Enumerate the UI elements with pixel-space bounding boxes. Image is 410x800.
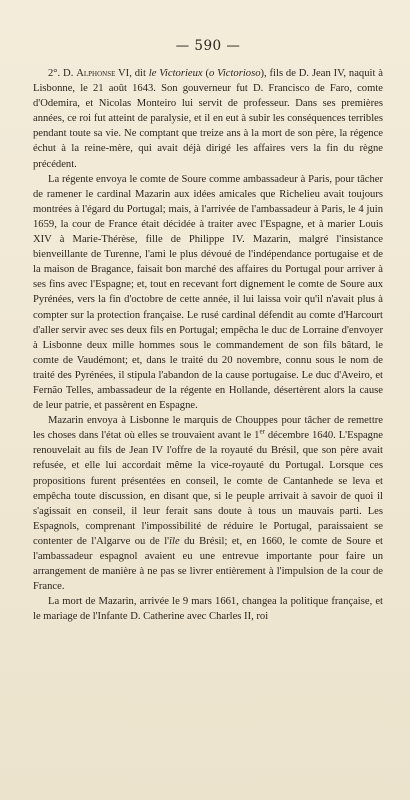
epithet-french: le Victorieux [148, 68, 203, 79]
island-word: île [169, 535, 180, 547]
paragraph-3-text-a: Mazarin envoya à Lisbonne le marquis de Chouppes pour tâcher de remettre les choses dans l'état où elles se trouvaient avant le 1 [33, 415, 383, 442]
paragraph-3 [33, 413, 383, 594]
paragraph-1-lead: 2°. D. [48, 68, 77, 79]
page-number: — 590 — [175, 38, 241, 54]
paragraph-3-text-c: du Brésil; et, en 1660, le comte de Soure et l'ambassadeur espagnol avaient eu une entrevue importante pour faire un arrangement de manière à ne pas se livrer entièrement à l'impulsion de la cour de France. [33, 535, 383, 593]
paragraph-1 [33, 66, 383, 172]
paragraph-3-text-b: décembre 1640. L'Espagne renouvelait au fils de Jean IV l'offre de la royauté du Brésil, que son père avait refusée, et elle lui accordait même la vice-royauté du Portugal. Lorsque ces propositions furent présentées en conseil, le comte de Cantanhede se leva et empêcha toute discussion, en disant que, si le peuple arrivait à savoir de quoi il s'agissait en conseil, il leur ferait sans doute à tous un mauvais parti. Les Espagnols, comprenant l'impossibilité de réduire le Portugal, paraissaient se contenter de l'Algarve ou de l' [33, 430, 383, 547]
paragraph-1-text-a: , dit [129, 68, 149, 79]
paragraph-1-text-c: ), fils de D. Jean IV, naquit à Lisbonne, le 21 août 1643. Son gouverneur fut D. Francisco de Faro, comte d'Odemira, et Nicolas Monteiro lui servit de professeur. Dans ses premières années, ce roi fut atteint de paralysie, et il en eut à subir les conséquences terribles pendant toute sa vie. Ne comptant que treize ans à la mort de son père, la régence échut à la reine-mère, qui avait déjà dirigé les affaires vers la fin du règne précédent. [33, 68, 383, 170]
paragraph-4: La mort de Mazarin, arrivée le 9 mars 1661, changea la politique française, et le mariage de l'Infante D. Catherine avec Charles II, roi [33, 596, 383, 623]
king-name: Alphonse VI [76, 68, 130, 79]
ordinal-superscript: er [259, 427, 265, 436]
paragraph-2: La régente envoya le comte de Soure comme ambassadeur à Paris, pour tâcher de ramener le cardinal Mazarin aux idées amicales que Richelieu avait toujours montrées à l'égard du Portugal; mais, à l'arrivée de l'ambassadeur à Paris, le 4 juin 1659, la cour de France était décidée à traiter avec l'Espagne, et à marier Louis XIV à Marie-Thérèse, fille de Philippe IV. Mazarin, malgré l'insistance bienveillante de Turenne, l'ami le plus dévoué de l'indépendance portugaise et de la maison de Bragance, faisait bon marché des affaires du Portugal pour arriver à ses fins avec l'Espagne; et, tout en recevant fort dignement le comte de Soure aux Pyrénées, vers la fin d'octobre de cette année, il lui laissa voir qu'il n'avait plus à compter sur la protection française. Le rusé cardinal défendit au comte d'Harcourt d'aller servir avec ses deux fils en Portugal; empêcha le duc de Lorraine d'envoyer à Lisbonne deux mille hommes sous le commandement de son fils bâtard, le comte de Vaudémont; et, dans le traité du 20 novembre, connu sous le nom de traité des Pyrénées, il stipula l'abandon de la cause portugaise. Le duc d'Aveiro, et Fernão Telles, ambassadeur de la régente en Hollande, désertèrent alors la cause de leur patrie, et passèrent en Espagne. [33, 173, 383, 412]
epithet-portuguese: o Victorioso [208, 68, 261, 79]
paragraph-1-text-b: ( [202, 68, 209, 79]
